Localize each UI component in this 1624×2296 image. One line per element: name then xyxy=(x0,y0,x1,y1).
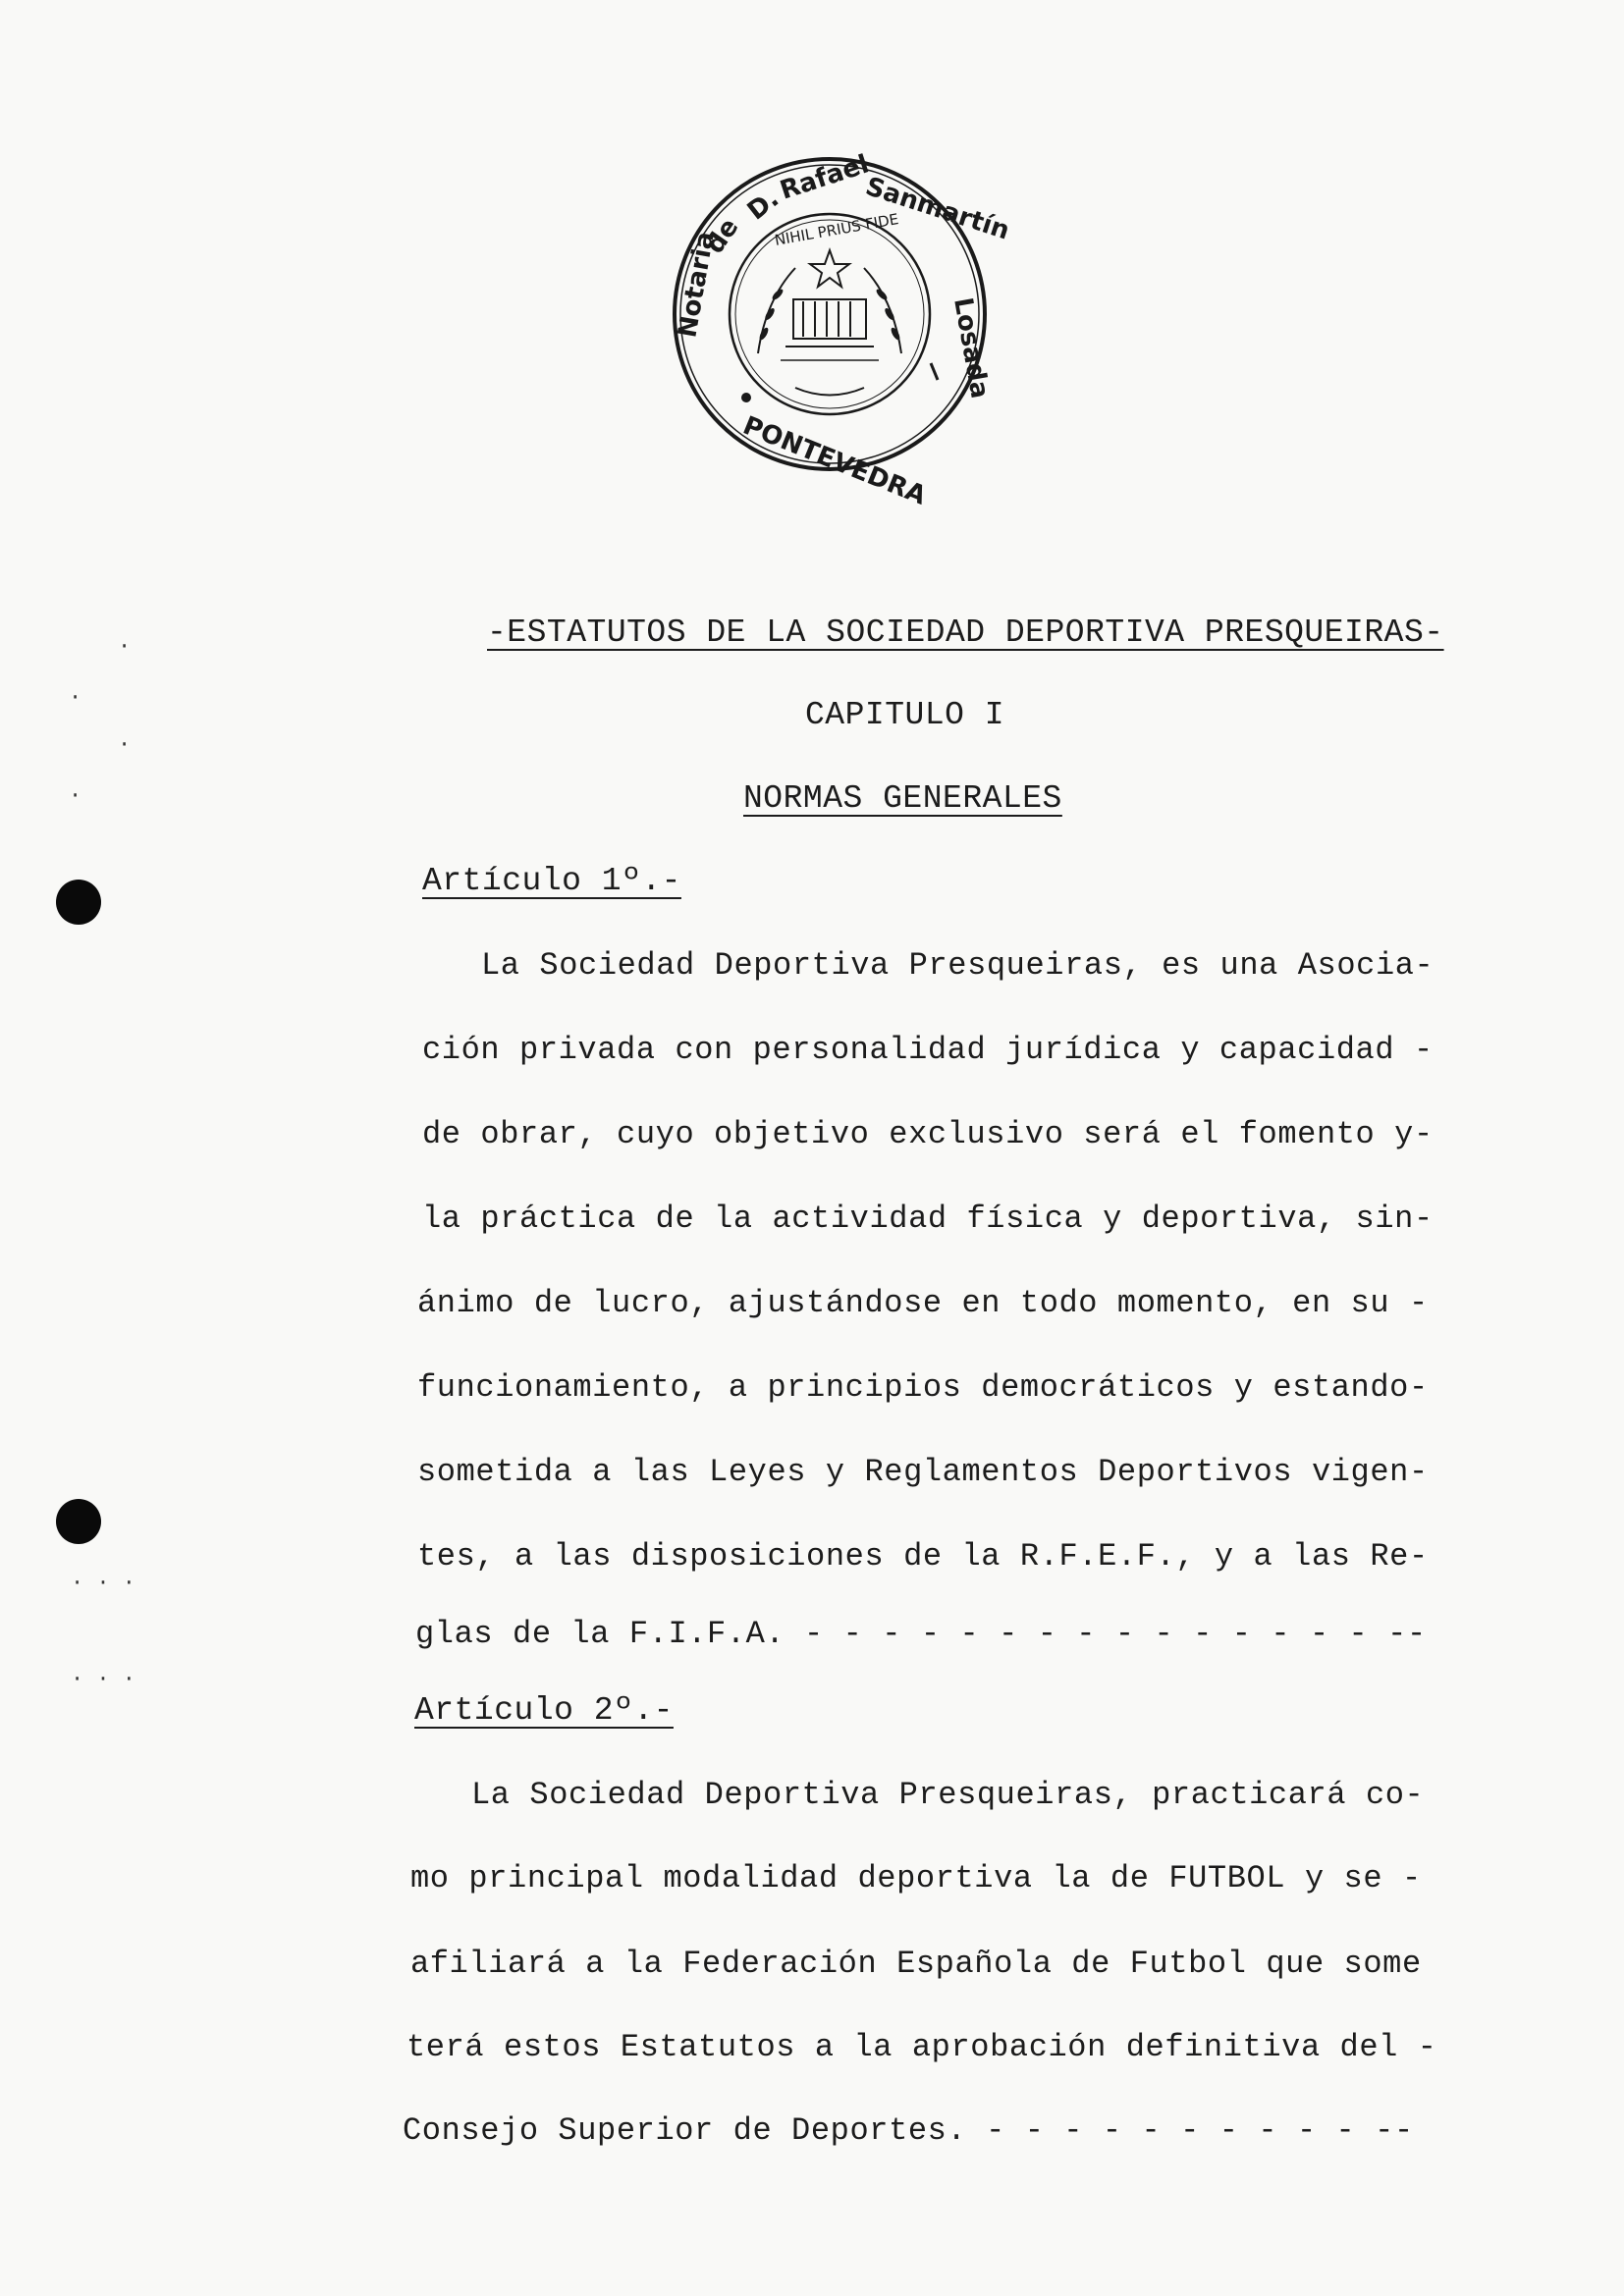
article-line: terá estos Estatutos a la aprobación definitiva del - xyxy=(406,2029,1437,2065)
svg-text:Rafael: Rafael xyxy=(776,149,873,206)
article-line: mo principal modalidad deportiva la de FUTBOL y se - xyxy=(410,1860,1422,1896)
svg-text:PONTEVEDRA: PONTEVEDRA xyxy=(738,410,931,511)
article-line: sometida a las Leyes y Reglamentos Deportivos vigen- xyxy=(417,1454,1429,1490)
svg-text:Notaria: Notaria xyxy=(673,229,721,341)
article-line: funcionamiento, a principios democráticos y estando- xyxy=(417,1369,1429,1406)
article-heading: Artículo 1º.- xyxy=(422,863,681,899)
paper-speck: · · · xyxy=(71,1667,136,1691)
notary-seal-graphic xyxy=(668,149,1013,511)
article-line: la práctica de la actividad física y deportiva, sin- xyxy=(422,1201,1434,1237)
notary-seal xyxy=(668,149,1013,511)
article-line: La Sociedad Deportiva Presqueiras, es una Asocia- xyxy=(481,947,1435,984)
article-line: afiliará a la Federación Española de Futbol que some xyxy=(410,1946,1422,1982)
article-line: tes, a las disposiciones de la R.F.E.F., y a las Re- xyxy=(417,1538,1429,1575)
svg-text:Sanmartín: Sanmartín xyxy=(861,172,1013,246)
article-line: ción privada con personalidad jurídica y capacidad - xyxy=(422,1032,1434,1068)
article-line: La Sociedad Deportiva Presqueiras, practicará co- xyxy=(471,1777,1425,1813)
paper-speck: · xyxy=(118,732,132,757)
document-title: -ESTATUTOS DE LA SOCIEDAD DEPORTIVA PRESQUEIRAS- xyxy=(487,614,1444,651)
paper-speck: · xyxy=(118,634,132,659)
article-line: ánimo de lucro, ajustándose en todo momento, en su - xyxy=(417,1285,1429,1321)
svg-text:de: de xyxy=(700,213,745,260)
punch-hole-top xyxy=(56,880,101,925)
paper-speck: · xyxy=(69,685,82,710)
article-line: de obrar, cuyo objetivo exclusivo será el fomento y- xyxy=(422,1116,1434,1152)
article-line: Consejo Superior de Deportes. - - - - - - - - - - -- xyxy=(403,2112,1414,2149)
article-line: glas de la F.I.F.A. - - - - - - - - - - - - - - - -- xyxy=(415,1616,1427,1652)
svg-text:D.: D. xyxy=(741,184,785,227)
chapter-number: CAPITULO I xyxy=(805,697,1005,733)
paper-speck: · · · xyxy=(71,1571,136,1595)
svg-text:Losada: Losada xyxy=(947,295,995,401)
svg-text:NIHIL PRIUS FIDE: NIHIL PRIUS FIDE xyxy=(773,210,900,249)
paper-speck: · xyxy=(69,783,82,808)
article-heading: Artículo 2º.- xyxy=(414,1692,674,1729)
chapter-name: NORMAS GENERALES xyxy=(743,780,1062,817)
punch-hole-bottom xyxy=(56,1499,101,1544)
